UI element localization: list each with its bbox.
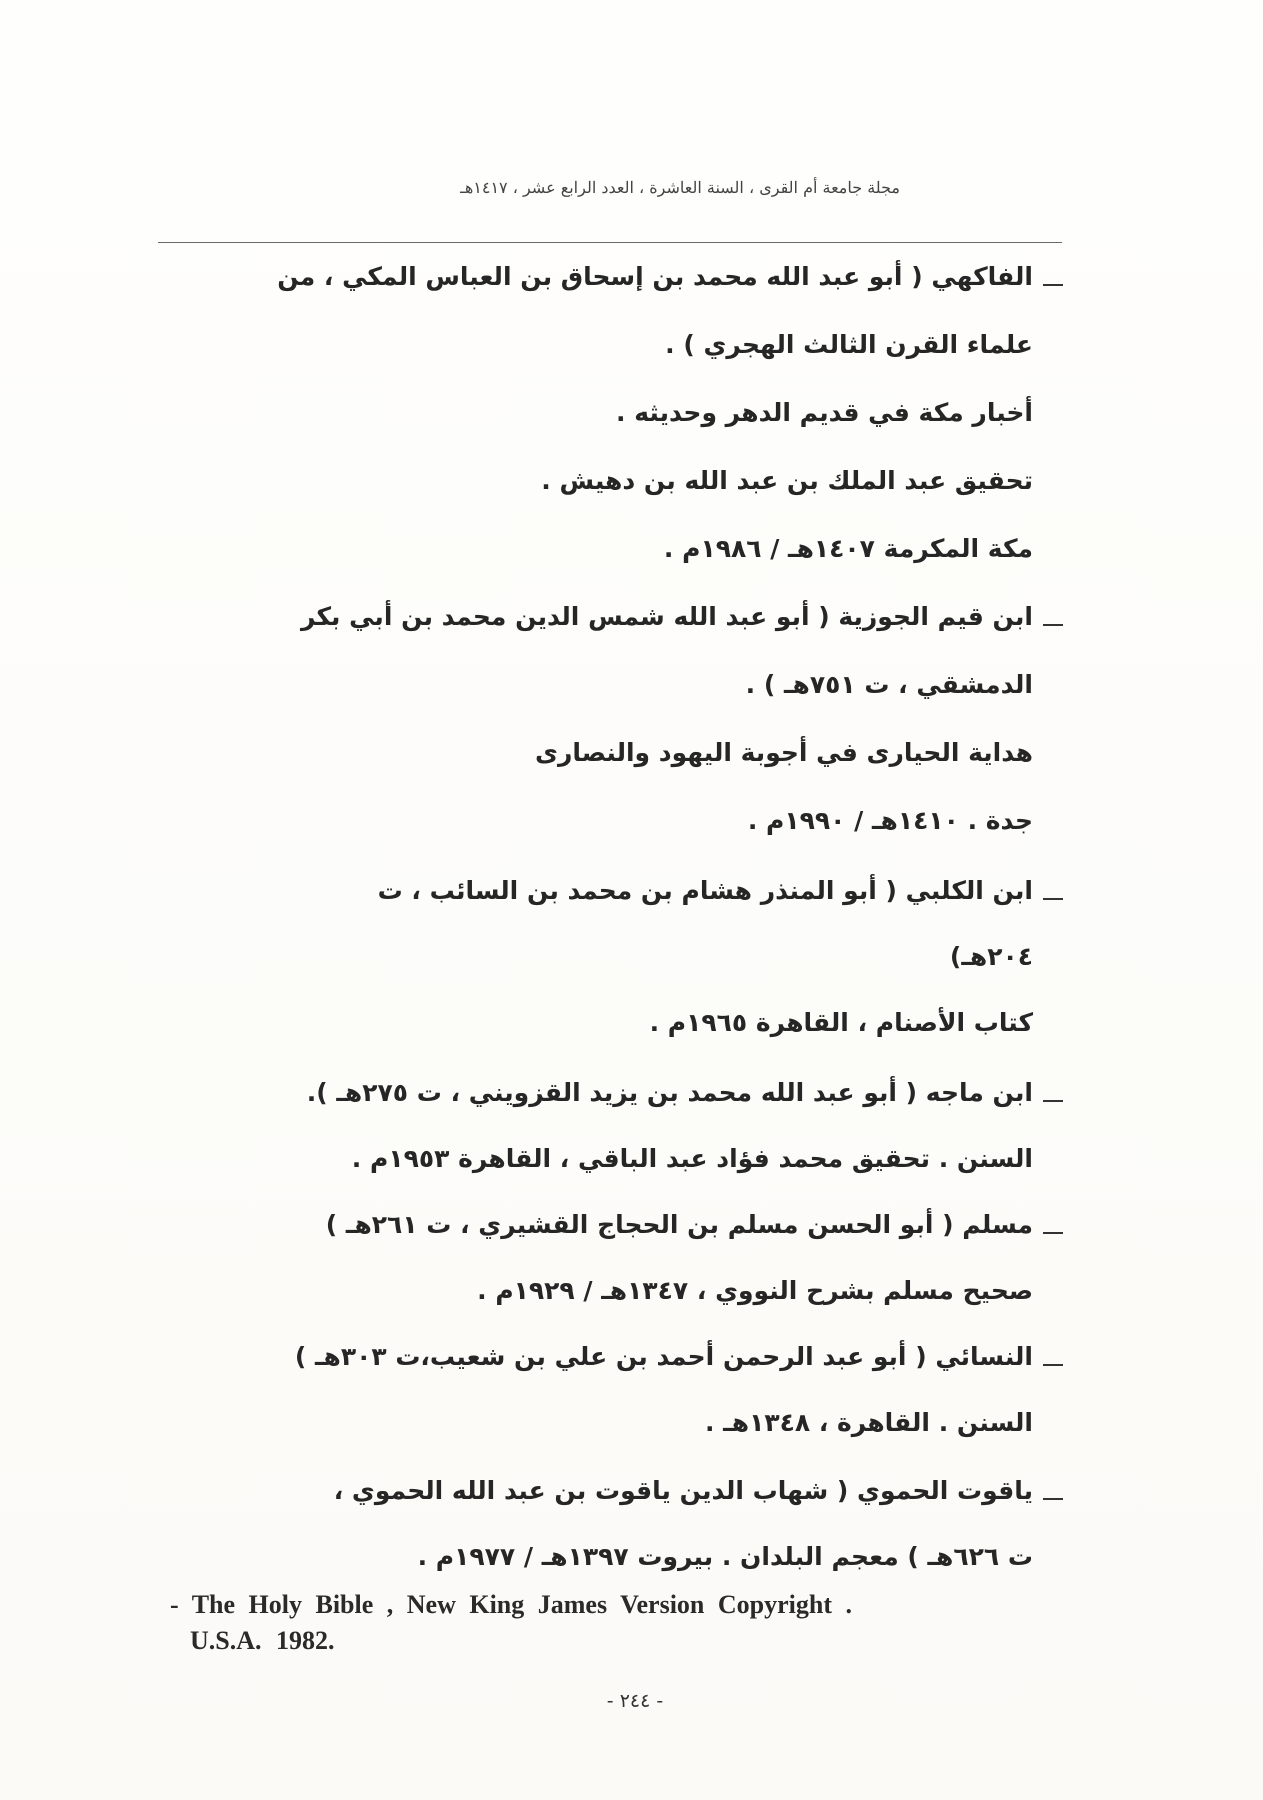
entry-4-line-1: ابن ماجه ( أبو عبد الله محمد بن يزيد القزويني ، ت ٢٧٥هـ ). [306, 1078, 1033, 1107]
entry-7-line-2: ت ٦٢٦هـ ) معجم البلدان . بيروت ١٣٩٧هـ / ١٩٧٧م . [417, 1542, 1033, 1571]
english-entry-line-1: - The Holy Bible , New King James Version Copyright . [170, 1590, 853, 1619]
page-number: - ٢٤٤ - [606, 1690, 664, 1712]
entry-2-line-4: جدة . ١٤١٠هـ / ١٩٩٠م . [747, 806, 1033, 835]
entry-3-line-1: ابن الكلبي ( أبو المنذر هشام بن محمد بن السائب ، ت [377, 876, 1033, 905]
entry-6-line-2: السنن . القاهرة ، ١٣٤٨هـ . [704, 1408, 1033, 1437]
entry-dash [1043, 1100, 1063, 1102]
header-rule [158, 242, 1062, 243]
entry-1-line-3: أخبار مكة في قديم الدهر وحديثه . [616, 398, 1033, 427]
entry-1-line-2: علماء القرن الثالث الهجري ) . [665, 330, 1033, 359]
entry-2-line-1: ابن قيم الجوزية ( أبو عبد الله شمس الدين محمد بن أبي بكر [300, 602, 1033, 631]
entry-2-line-3: هداية الحيارى في أجوبة اليهود والنصارى [535, 738, 1033, 767]
entry-1-line-5: مكة المكرمة ١٤٠٧هـ / ١٩٨٦م . [663, 534, 1033, 563]
entry-dash [1043, 1498, 1063, 1500]
english-entry-line-2: U.S.A. 1982. [190, 1626, 335, 1655]
entry-dash [1043, 1364, 1063, 1366]
entry-dash [1043, 898, 1063, 900]
entry-6-line-1: النسائي ( أبو عبد الرحمن أحمد بن علي بن شعيب،ت ٣٠٣هـ ) [294, 1342, 1033, 1371]
entry-2-line-2: الدمشقي ، ت ٧٥١هـ ) . [745, 670, 1033, 699]
entry-5-line-1: مسلم ( أبو الحسن مسلم بن الحجاج القشيري ، ت ٢٦١هـ ) [325, 1210, 1033, 1239]
entry-dash [1043, 624, 1063, 626]
entry-3-line-2: ٢٠٤هـ) [949, 942, 1033, 971]
entry-3-line-3: كتاب الأصنام ، القاهرة ١٩٦٥م . [649, 1008, 1033, 1037]
entry-5-line-2: صحيح مسلم بشرح النووي ، ١٣٤٧هـ / ١٩٢٩م . [477, 1276, 1033, 1305]
entry-4-line-2: السنن . تحقيق محمد فؤاد عبد الباقي ، القاهرة ١٩٥٣م . [351, 1144, 1033, 1173]
entry-1-line-4: تحقيق عبد الملك بن عبد الله بن دهيش . [541, 466, 1033, 495]
journal-header: مجلة جامعة أم القرى ، السنة العاشرة ، العدد الرابع عشر ، ١٤١٧هـ [460, 178, 900, 197]
entry-7-line-1: ياقوت الحموي ( شهاب الدين ياقوت بن عبد الله الحموي ، [333, 1476, 1033, 1505]
entry-1-line-1: الفاكهي ( أبو عبد الله محمد بن إسحاق بن العباس المكي ، من [277, 262, 1033, 291]
entry-dash [1043, 1232, 1063, 1234]
entry-dash [1043, 284, 1063, 286]
